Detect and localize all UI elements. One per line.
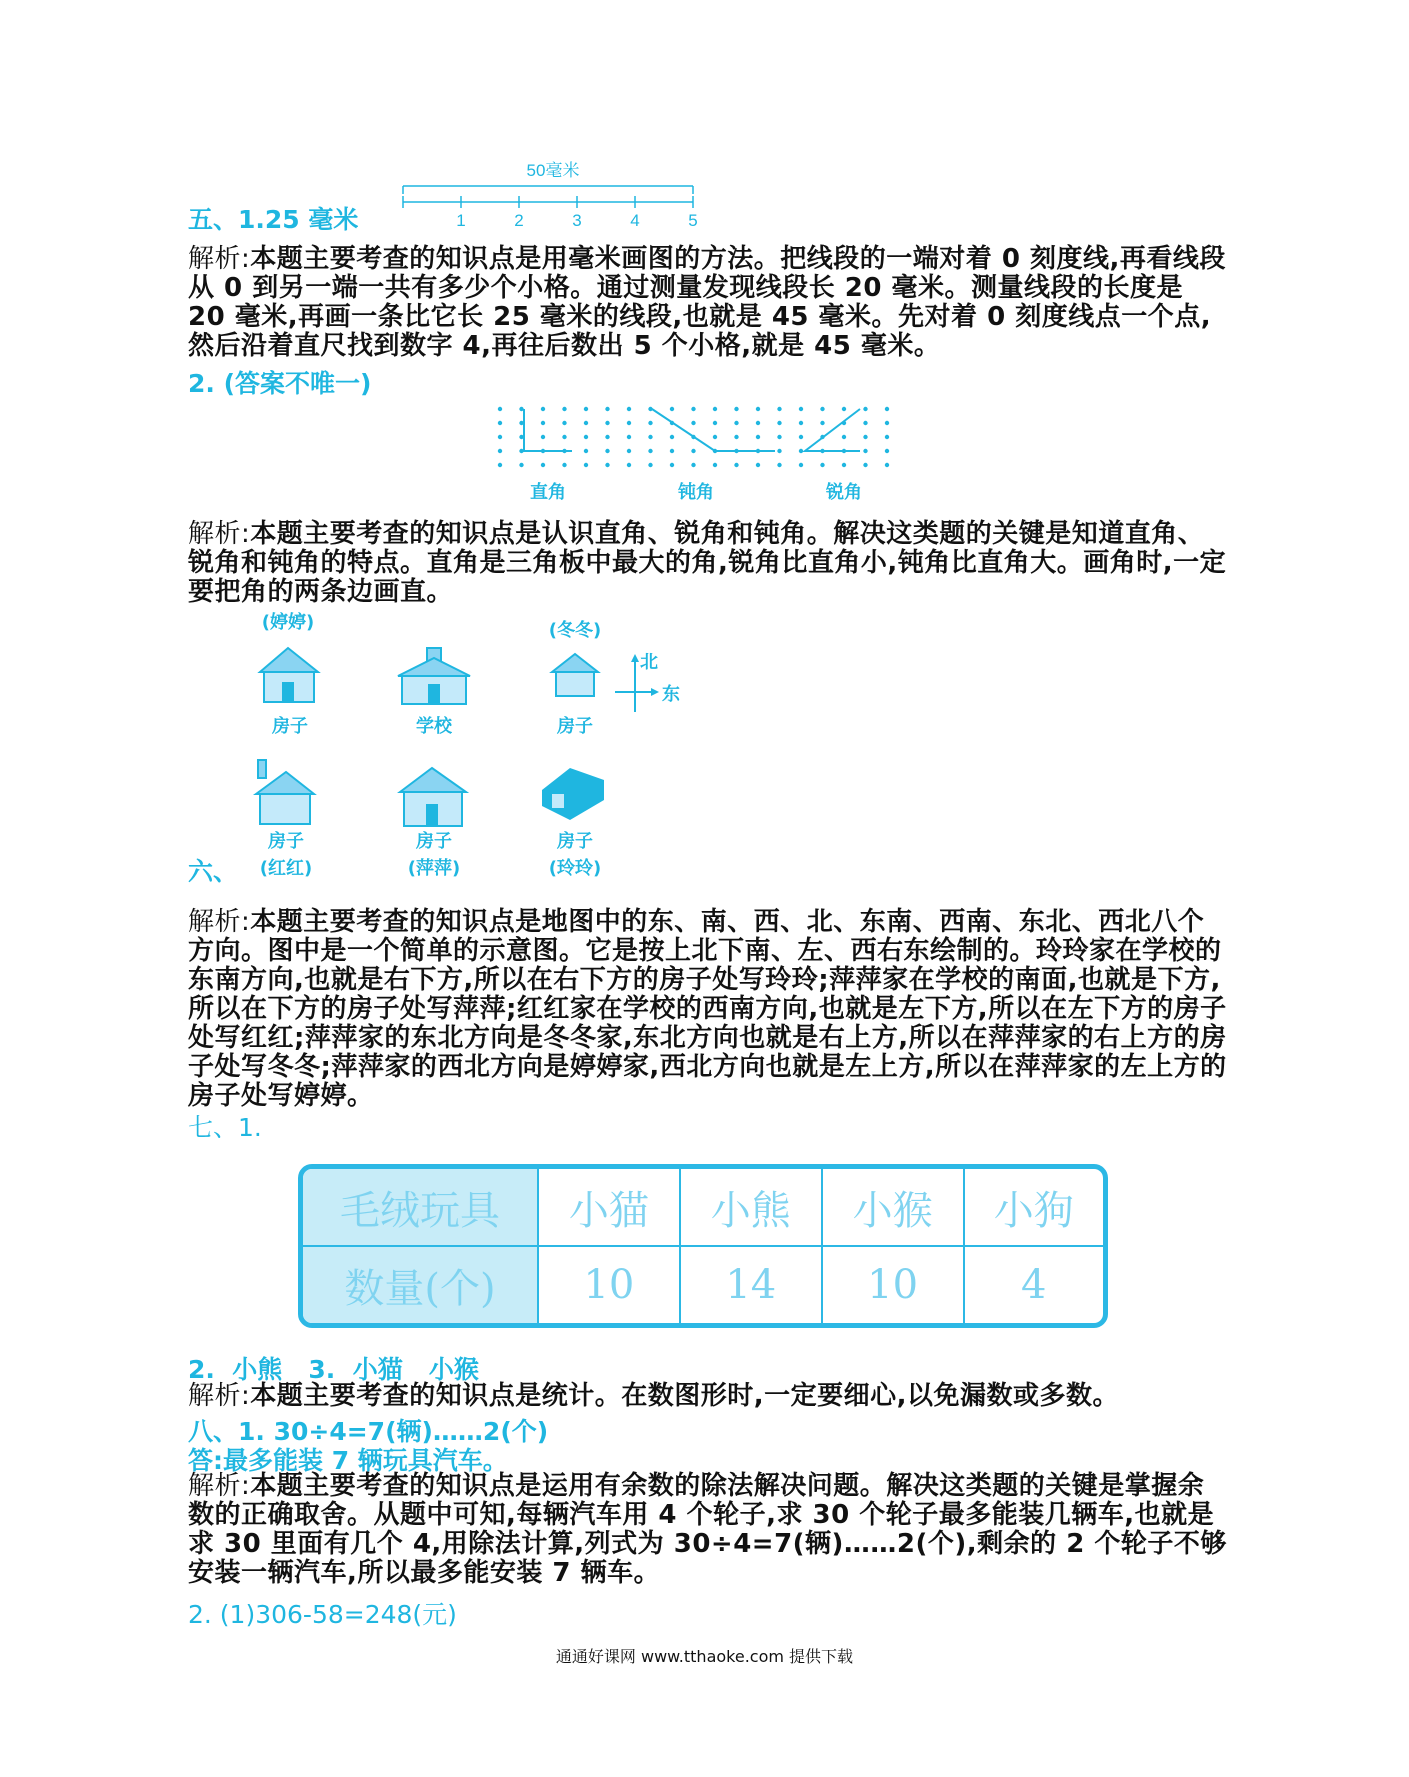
analysis-text: 本题主要考查的知识点是用毫米画图的方法。把线段的一端对着 0 刻度线,再看线段从 0 到另一端一共有多少个小格。通过测量发现线段长 20 毫米。测量线段的长度是 20 毫米,再画一条比它长 25 毫米的线段,也就是 45 毫米。先对着 0 刻度线点一个点,然后沿着直尺找到数字 4,再往后数出 5 个小格,就是 45 毫米。 [188,244,1226,361]
s5-analysis-1 [188,245,1228,361]
s7-analysis: 解析:本题主要考查的知识点是统计。在数图形时,一定要细心,以免漏数或多数。 [188,1381,1120,1411]
label-school: 学校 [416,716,452,737]
grid-dot [498,421,502,425]
analysis-label: 解析: [188,244,251,274]
s7-answers: 2. 小熊 3. 小猫 小猴 [188,1355,479,1384]
grid-dot [605,463,609,467]
grid-dot [799,449,803,453]
grid-dot [885,435,889,439]
ruler-tick-label: 5 [688,211,698,228]
grid-dot [584,407,588,411]
grid-dot [670,407,674,411]
grid-dot [820,407,824,411]
house-bottom-right [542,768,604,820]
grid-dot [648,435,652,439]
grid-dot [605,449,609,453]
grid-dot [799,407,803,411]
grid-dot [777,407,781,411]
compass-rose [615,652,680,712]
house-top-right [552,654,598,696]
label-house-5: 房子 [557,831,593,852]
grid-dot [777,435,781,439]
label-house-1: 房子 [272,716,308,737]
grid-dot [498,407,502,411]
angle-dot-grid [490,398,910,506]
ruler-tick-label: 2 [514,211,524,228]
grid-dot [734,435,738,439]
house-bottom-middle [400,768,466,826]
compass-east: 东 [662,684,680,705]
right-angle-drawing [524,409,572,451]
ruler-tick-label: 3 [572,211,582,228]
table-cell: 小狗 [965,1169,1103,1247]
direction-map [230,610,710,880]
s8-answer: 答:最多能装 7 辆玩具汽车。 [188,1446,508,1475]
compass-north: 北 [640,652,658,673]
table-cell: 14 [681,1247,823,1323]
grid-dot [799,435,803,439]
s5-q1-answer: 五、1.25 毫米 [188,205,359,234]
grid-dot [627,407,631,411]
grid-dot [820,421,824,425]
grid-dot [562,435,566,439]
table-cell: 10 [539,1247,681,1323]
grid-dot [541,463,545,467]
grid-dot [541,421,545,425]
grid-dot [842,407,846,411]
grid-dot [734,407,738,411]
ruler-caption: 50毫米 [526,161,580,180]
grid-dot [605,421,609,425]
grid-dot [777,449,781,453]
ruler-diagram [395,160,705,228]
grid-dot [734,463,738,467]
grid-dot [498,435,502,439]
table-row-header [303,1169,1103,1247]
angle-label-right: 直角 [530,482,566,503]
s5-analysis-2: 解析:本题主要考查的知识点是认识直角、锐角和钝角。解决这类题的关键是知道直角、锐角和钝角的特点。直角是三角板中最大的角,锐角比直角小,钝角比直角大。画角时,一定要把角的两条边画直。 [188,519,1227,607]
grid-dot [519,463,523,467]
grid-dot [670,463,674,467]
grid-dot [498,449,502,453]
grid-dot [584,449,588,453]
grid-dot [562,407,566,411]
grid-dot [885,463,889,467]
grid-dot [541,407,545,411]
grid-dot [713,463,717,467]
ruler-tick-label: 1 [456,211,466,228]
acute-angle-drawing [805,409,860,451]
grid-dot [842,463,846,467]
name-lingling: (玲玲) [548,858,602,879]
s7-q1: 七、1. [188,1113,262,1142]
grid-dot [756,407,760,411]
grid-dot [799,463,803,467]
grid-dot [584,435,588,439]
grid-dot [863,435,867,439]
grid-dot [799,421,803,425]
name-dongdong: (冬冬) [548,620,602,641]
grid-dot [584,463,588,467]
house-bottom-left [256,760,314,824]
grid-dot [691,421,695,425]
page-footer: 通通好课网 www.tthaoke.com 提供下载 [555,1647,854,1666]
school-building [398,648,470,704]
name-pingping: (萍萍) [407,858,461,879]
s6-label: 六、 [188,857,239,886]
grid-dot [627,421,631,425]
grid-dot [562,463,566,467]
label-house-3: 房子 [268,831,304,852]
table-cell: 小猫 [539,1169,681,1247]
grid-dot [713,407,717,411]
grid-dot [670,449,674,453]
table-cell: 10 [823,1247,965,1323]
grid-dot [777,463,781,467]
house-top-left [260,648,318,702]
table-cell: 小熊 [681,1169,823,1247]
plush-toy-table [298,1164,1108,1328]
grid-dot [777,421,781,425]
grid-dot [842,435,846,439]
table-cell: 数量(个) [303,1247,539,1323]
name-tingting: (婷婷) [261,612,315,633]
s5-q2-answer: 2. (答案不唯一) [188,369,372,398]
label-house-4: 房子 [416,831,452,852]
grid-dot [627,463,631,467]
grid-dot [863,463,867,467]
table-cell: 4 [1021,1262,1047,1309]
grid-dot [756,421,760,425]
angle-label-acute: 锐角 [826,482,862,503]
grid-dot [713,421,717,425]
grid-dot [863,449,867,453]
grid-dot [691,407,695,411]
table-cell: 小猴 [823,1169,965,1247]
label-house-2: 房子 [557,716,593,737]
s8-analysis: 解析:本题主要考查的知识点是运用有余数的除法解决问题。解决这类题的关键是掌握余数的正确取舍。从题中可知,每辆汽车用 4 个轮子,求 30 个轮子最多能装几辆车,也就是求 30 里面有几个 4,用除法计算,列式为 30÷4=7(辆)……2(个),剩余的 2 个轮子不够安装一辆汽车,所以最多能安装 7 辆车。 [188,1471,1227,1588]
grid-dot [691,463,695,467]
table-row-values [303,1247,1103,1323]
name-honghong: (红红) [259,858,313,879]
grid-dot [605,407,609,411]
grid-dot [885,407,889,411]
s8-q1: 八、1. 30÷4=7(辆)……2(个) [188,1417,549,1446]
angle-label-obtuse: 钝角 [678,482,714,503]
grid-dot [670,435,674,439]
grid-dot [756,435,760,439]
grid-dot [820,463,824,467]
ruler-tick-label: 4 [630,211,640,228]
s8-q2: 2. (1)306-58=248(元) [188,1600,457,1629]
table-cell: 毛绒玩具 [303,1169,539,1247]
grid-dot [648,421,652,425]
grid-dot [885,421,889,425]
grid-dot [541,435,545,439]
obtuse-angle-drawing [652,409,775,451]
grid-dot [885,449,889,453]
grid-dot [605,435,609,439]
grid-dot [498,463,502,467]
grid-dot [627,435,631,439]
grid-dot [863,407,867,411]
grid-dot [648,449,652,453]
grid-dot [584,421,588,425]
grid-dot [863,421,867,425]
grid-dot [691,449,695,453]
grid-dot [713,435,717,439]
grid-dot [756,463,760,467]
grid-dot [648,463,652,467]
grid-dot [562,421,566,425]
s6-analysis: 解析:本题主要考查的知识点是地图中的东、南、西、北、东南、西南、东北、西北八个方向。图中是一个简单的示意图。它是按上北下南、左、西右东绘制的。玲玲家在学校的东南方向,也就是右下方,所以在右下方的房子处写玲玲;萍萍家在学校的南面,也就是下方,所以在下方的房子处写萍萍;红红家在学校的西南方向,也就是左下方,所以在左下方的房子处写红红;萍萍家的东北方向是冬冬家,东北方向也就是右上方,所以在萍萍家的右上方的房子处写冬冬;萍萍家的西北方向是婷婷家,西北方向也就是左上方,所以在萍萍家的左上方的房子处写婷婷。 [188,907,1227,1111]
grid-dot [734,421,738,425]
grid-dot [627,449,631,453]
